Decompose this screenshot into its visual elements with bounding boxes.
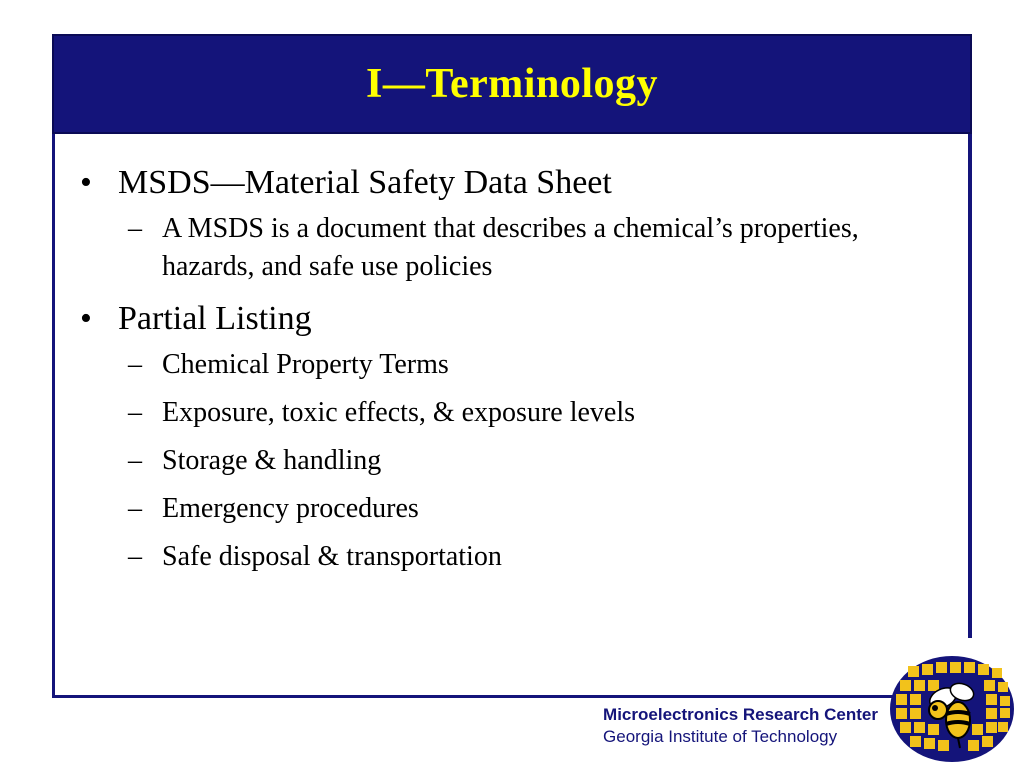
sub-bullet-item <box>128 538 940 576</box>
bullet-text: MSDS—Material Safety Data Sheet <box>118 164 612 201</box>
bullet-text: Partial Listing <box>118 300 312 337</box>
sub-bullet-item <box>128 394 940 432</box>
slide-title: I—Terminology <box>366 61 658 107</box>
sub-bullet-text: A MSDS is a document that describes a chemical’s properties, hazards, and safe use policies <box>162 213 859 282</box>
sub-bullet-mark: – <box>128 213 142 244</box>
buzz-bee-grid-logo-icon <box>888 654 1016 764</box>
bullet-item <box>80 298 940 340</box>
sub-bullet-text: Safe disposal & transportation <box>162 541 502 572</box>
sub-bullet-text: Exposure, toxic effects, & exposure levels <box>162 397 636 428</box>
sub-bullet-item <box>128 442 940 480</box>
sub-bullet-item <box>128 490 940 528</box>
sub-bullet-item <box>128 346 940 384</box>
bullet-item <box>80 162 940 204</box>
slide-content <box>80 162 940 586</box>
sub-bullet-mark: – <box>128 349 142 380</box>
sub-bullet-mark: – <box>128 541 142 572</box>
title-bar <box>52 34 972 134</box>
sub-bullet-item <box>128 210 940 286</box>
sub-bullet-mark: – <box>128 493 142 524</box>
bullet-mark: • <box>80 300 92 337</box>
footer-institution: Georgia Institute of Technology <box>603 727 838 746</box>
sub-bullet-mark: – <box>128 445 142 476</box>
footer-org-name: Microelectronics Research Center <box>603 705 878 724</box>
sub-bullet-text: Chemical Property Terms <box>162 349 449 380</box>
sub-bullet-mark: – <box>128 397 142 428</box>
bullet-mark: • <box>80 164 92 201</box>
footer <box>603 704 878 748</box>
sub-bullet-text: Storage & handling <box>162 445 382 476</box>
sub-bullet-text: Emergency procedures <box>162 493 419 524</box>
